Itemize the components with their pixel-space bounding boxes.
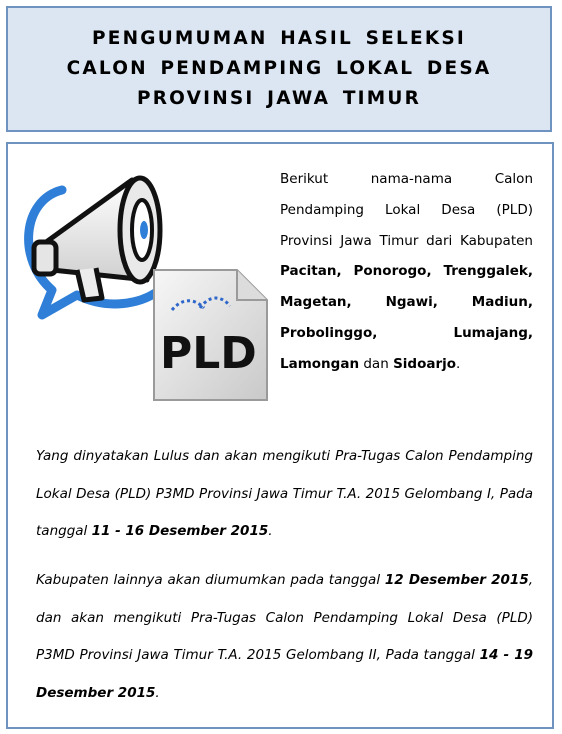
intro-conj: dan bbox=[363, 355, 389, 372]
p2-date2: 14 - 19 Desember 2015 bbox=[36, 647, 533, 701]
p2-text2: , dan akan mengikuti Pra-Tugas Calon Pendamping Lokal Desa (PLD) P3MD Provinsi Jawa Timur T.A. 2015 Gelombang II, Pada tanggal bbox=[36, 572, 534, 663]
intro-end: . bbox=[456, 355, 461, 372]
document-icon bbox=[154, 270, 267, 400]
p2-text1: Kabupaten lainnya akan diumumkan pada tanggal bbox=[36, 572, 381, 588]
p1-text: Yang dinyatakan Lulus dan akan mengikuti Pra-Tugas Calon Pendamping Lokal Desa (PLD) P3MD Provinsi Jawa Timur T.A. 2015 Gelombang I, Pada tanggal bbox=[36, 448, 533, 539]
intro-last-region: Sidoarjo bbox=[393, 355, 457, 372]
intro-paragraph bbox=[280, 164, 533, 380]
paragraph-1 bbox=[36, 438, 533, 551]
p1-date: 11 - 16 Desember 2015 bbox=[91, 523, 269, 539]
title-line-2: CALON PENDAMPING LOKAL DESA bbox=[66, 58, 492, 79]
intro-lead: Berikut nama-nama Calon Pendamping Lokal Desa (PLD) Provinsi Jawa Timur dari Kabupaten bbox=[280, 171, 533, 249]
title-banner bbox=[6, 6, 552, 132]
paragraph-2 bbox=[36, 562, 533, 712]
title-line-3: PROVINSI JAWA TIMUR bbox=[136, 88, 422, 109]
p1-end: . bbox=[268, 523, 273, 539]
p2-end: . bbox=[155, 684, 160, 701]
announcement-illustration bbox=[22, 170, 272, 420]
intro-regions: Pacitan, Ponorogo, Trenggalek, Magetan, Ngawi, Madiun, Probolinggo, Lumajang, Lamongan bbox=[280, 263, 533, 372]
p2-date1: 12 Desember 2015 bbox=[384, 572, 529, 588]
pld-label: PLD bbox=[160, 328, 257, 379]
title-line-1: PENGUMUMAN HASIL SELEKSI bbox=[92, 28, 466, 49]
